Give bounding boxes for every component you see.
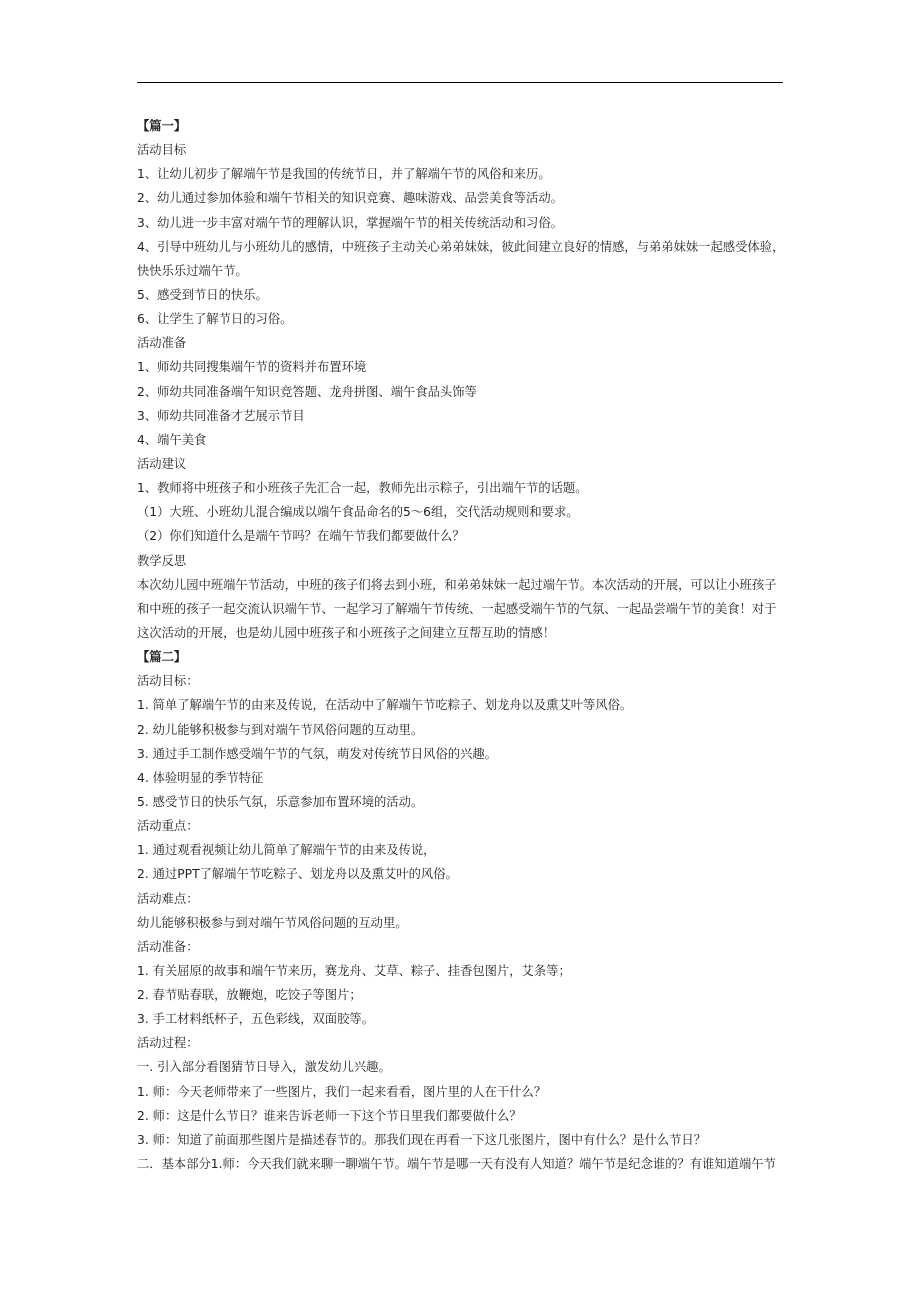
section-heading: 【篇二】 [137,650,187,665]
document-line: 3. 手工材料纸杯子，五色彩线，双面胶等。 [137,1012,374,1027]
document-line: 1. 有关屈原的故事和端午节来历，赛龙舟、艾草、粽子、挂香包图片，艾条等； [137,963,571,978]
document-line: 本次幼儿园中班端午节活动，中班的孩子们将去到小班，和弟弟妹妹一起过端午节。本次活动的开展，可以让小班孩子 [137,577,777,592]
document-line: 2、师幼共同准备端午知识竞答题、龙舟拼图、端午食品头饰等 [137,384,477,399]
document-line: 3、师幼共同准备才艺展示节目 [137,408,305,423]
document-line: 2、幼儿通过参加体验和端午节相关的知识竞赛、趣味游戏、品尝美食等活动。 [137,191,563,206]
document-line: 3. 通过手工制作感受端午节的气氛，萌发对传统节日风俗的兴趣。 [137,746,497,761]
document-line: 活动准备： [137,939,199,954]
document-line: 2. 春节贴春联，放鞭炮，吃饺子等图片； [137,988,362,1003]
document-line: 教学反思 [137,553,187,568]
document-line: 2. 通过PPT了解端午节吃粽子、划龙舟以及熏艾叶的风俗。 [137,867,458,882]
document-line: 活动过程： [137,1036,199,1051]
document-line: 1、教师将中班孩子和小班孩子先汇合一起，教师先出示粽子，引出端午节的话题。 [137,481,588,496]
document-line: 1. 简单了解端午节的由来及传说，在活动中了解端午节吃粽子、划龙舟以及熏艾叶等风俗。 [137,698,633,713]
document-line: 4. 体验明显的季节特征 [137,770,264,785]
document-line: 这次活动的开展，也是幼儿园中班孩子和小班孩子之间建立互帮互助的情感！ [137,625,556,640]
document-line: 活动准备 [137,336,187,351]
document-body [137,114,787,1176]
document-line: 1、让幼儿初步了解端午节是我国的传统节日，并了解端午节的风俗和来历。 [137,167,551,182]
document-line: 快快乐乐过端午节。 [137,263,248,278]
document-line: 1. 通过观看视频让幼儿简单了解端午节的由来及传说， [137,843,436,858]
section-heading: 【篇一】 [137,119,187,133]
document-line: （2）你们知道什么是端午节吗？在端午节我们都要做什么？ [137,529,465,544]
document-line: 6、让学生了解节日的习俗。 [137,312,293,327]
document-line: 2. 师：这是什么节日？谁来告诉老师一下这个节日里我们都要做什么？ [137,1108,522,1123]
document-line: 3、幼儿进一步丰富对端午节的理解认识，掌握端午节的相关传统活动和习俗。 [137,215,563,230]
document-line: 1、师幼共同搜集端午节的资料并布置环境 [137,360,367,375]
document-line: 4、端午美食 [137,432,207,447]
header-rule [137,82,783,83]
document-line: 2. 幼儿能够积极参与到对端午节风俗问题的互动里。 [137,722,424,737]
document-line: 4、引导中班幼儿与小班幼儿的感情，中班孩子主动关心弟弟妹妹，彼此间建立良好的情感，与弟弟妹妹一起感受体验， [137,239,785,254]
document-line: 5. 感受节日的快乐气氛，乐意参加布置环境的活动。 [137,794,424,809]
document-line: 1. 师：今天老师带来了一些图片，我们一起来看看，图片里的人在干什么？ [137,1084,547,1099]
document-line: （1）大班、小班幼儿混合编成以端午食品命名的5～6组，交代活动规则和要求。 [137,505,579,520]
document-line: 活动建议 [137,456,187,471]
document-line: 活动难点： [137,891,199,906]
document-line: 一. 引入部分看图猜节日导入，激发幼儿兴趣。 [137,1060,391,1075]
document-line: 5、感受到节日的快乐。 [137,287,268,302]
document-line: 活动目标： [137,674,199,689]
document-line: 二．基本部分1.师：今天我们就来聊一聊端午节。端午节是哪一天有没有人知道？端午节是纪念谁的？有谁知道端午节 [137,1157,776,1172]
document-line: 活动目标 [137,143,187,158]
document-line: 活动重点： [137,819,199,834]
document-line: 3. 师：知道了前面那些图片是描述春节的。那我们现在再看一下这几张图片，图中有什么？是什么节日？ [137,1132,707,1147]
document-line: 和中班的孩子一起交流认识端午节、一起学习了解端午节传统、一起感受端午节的气氛、一起品尝端午节的美食！对于 [137,601,777,616]
document-line: 幼儿能够积极参与到对端午节风俗问题的互动里。 [137,915,408,930]
